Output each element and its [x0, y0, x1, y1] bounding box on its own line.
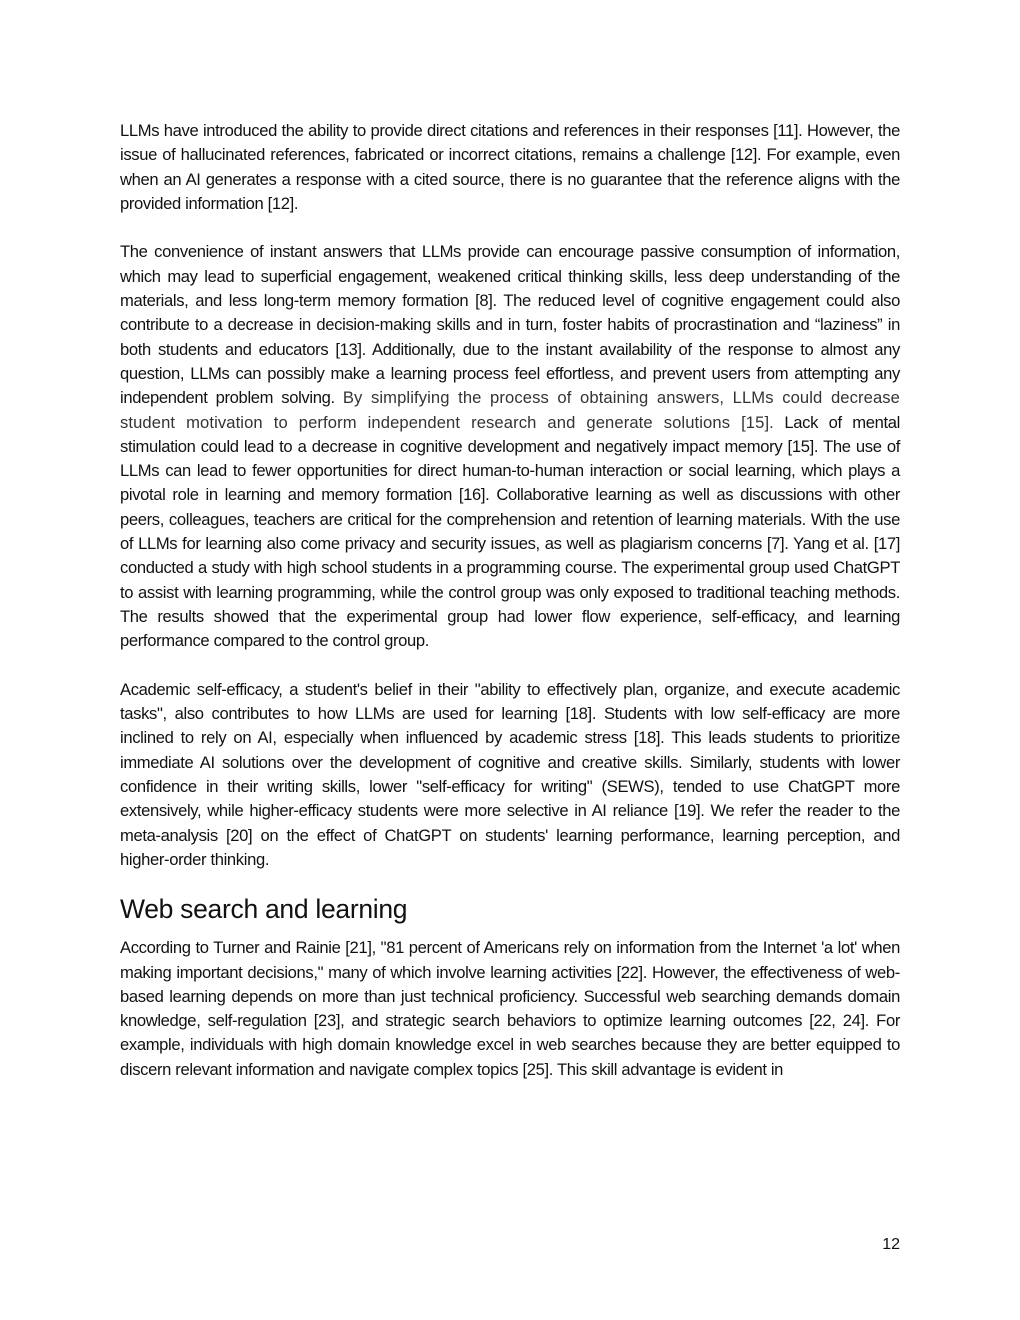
paragraph-citations	[120, 119, 900, 216]
page-number: 12	[882, 1236, 900, 1253]
paragraph-text: The convenience of instant answers that LLMs provide can encourage passive consumption of information, which may lead to superficial engagement, weakened critical thinking skills, less deep understanding of the materials, and less long-term memory formation [8]. The reduced level of cognitive engagement could also contribute to a decrease in decision-making skills and in turn, foster habits of procrastination and “laziness” in both students and educators [13]. Additionally, due to the instant availability of the response to almost any question, LLMs can possibly make a learning process feel effortless, and prevent users from attempting any independent problem solving.	[120, 242, 900, 408]
paragraph-text: Academic self-efficacy, a student's belief in their "ability to effectively plan, organize, and execute academic tasks", also contributes to how LLMs are used for learning [18]. Students with low self-efficacy are more inclined to rely on AI, especially when influenced by academic stress [18]. This leads students to prioritize immediate AI solutions over the development of cognitive and creative skills. Similarly, students with lower confidence in their writing skills, lower "self-efficacy for writing" (SEWS), tended to use ChatGPT more extensively, while higher-efficacy students were more selective in AI reliance [19]. We refer the reader to the meta-analysis [20] on the effect of ChatGPT on students' learning performance, learning perception, and higher-order thinking.	[120, 679, 900, 869]
paragraph-passive-consumption	[120, 240, 900, 653]
paragraph-text-highlighted-run: By simplifying the process of obtaining answers, LLMs could decrease student motivation to perform independent research and generate solutions [15].	[120, 388, 901, 432]
paragraph-text: According to Turner and Rainie [21], "81 percent of Americans rely on information from the Internet 'a lot' when making important decisions," many of which involve learning activities [22]. However, the effectiveness of web-based learning depends on more than just technical proficiency. Successful web searching demands domain knowledge, self-regulation [23], and strategic search behaviors to optimize learning outcomes [22, 24]. For example, individuals with high domain knowledge excel in web searches because they are better equipped to discern relevant information and navigate complex topics [25]. This skill advantage is evident in	[120, 938, 900, 1079]
paragraph-text: LLMs have introduced the ability to provide direct citations and references in their responses [11]. However, the issue of hallucinated references, fabricated or incorrect citations, remains a challenge [12]. For example, even when an AI generates a response with a cited source, there is no guarantee that the reference aligns with the provided information [12].	[120, 121, 900, 213]
section-heading: Web search and learning	[120, 894, 408, 925]
document-page	[120, 119, 900, 1082]
paragraph-web-search	[120, 936, 900, 1082]
paragraph-text: Lack of mental stimulation could lead to a decrease in cognitive development and negatively impact memory [15]. The use of LLMs can lead to fewer opportunities for direct human-to-human interaction or social learning, which plays a pivotal role in learning and memory formation [16]. Collaborative learning as well as discussions with other peers, colleagues, teachers are critical for the comprehension and retention of learning materials. With the use of LLMs for learning also come privacy and security issues, as well as plagiarism concerns [7]. Yang et al. [17] conducted a study with high school students in a programming course. The experimental group used ChatGPT to assist with learning programming, while the control group was only exposed to traditional teaching methods. The results showed that the experimental group had lower flow experience, self-efficacy, and learning performance compared to the control group.	[120, 412, 900, 651]
paragraph-self-efficacy	[120, 678, 900, 872]
